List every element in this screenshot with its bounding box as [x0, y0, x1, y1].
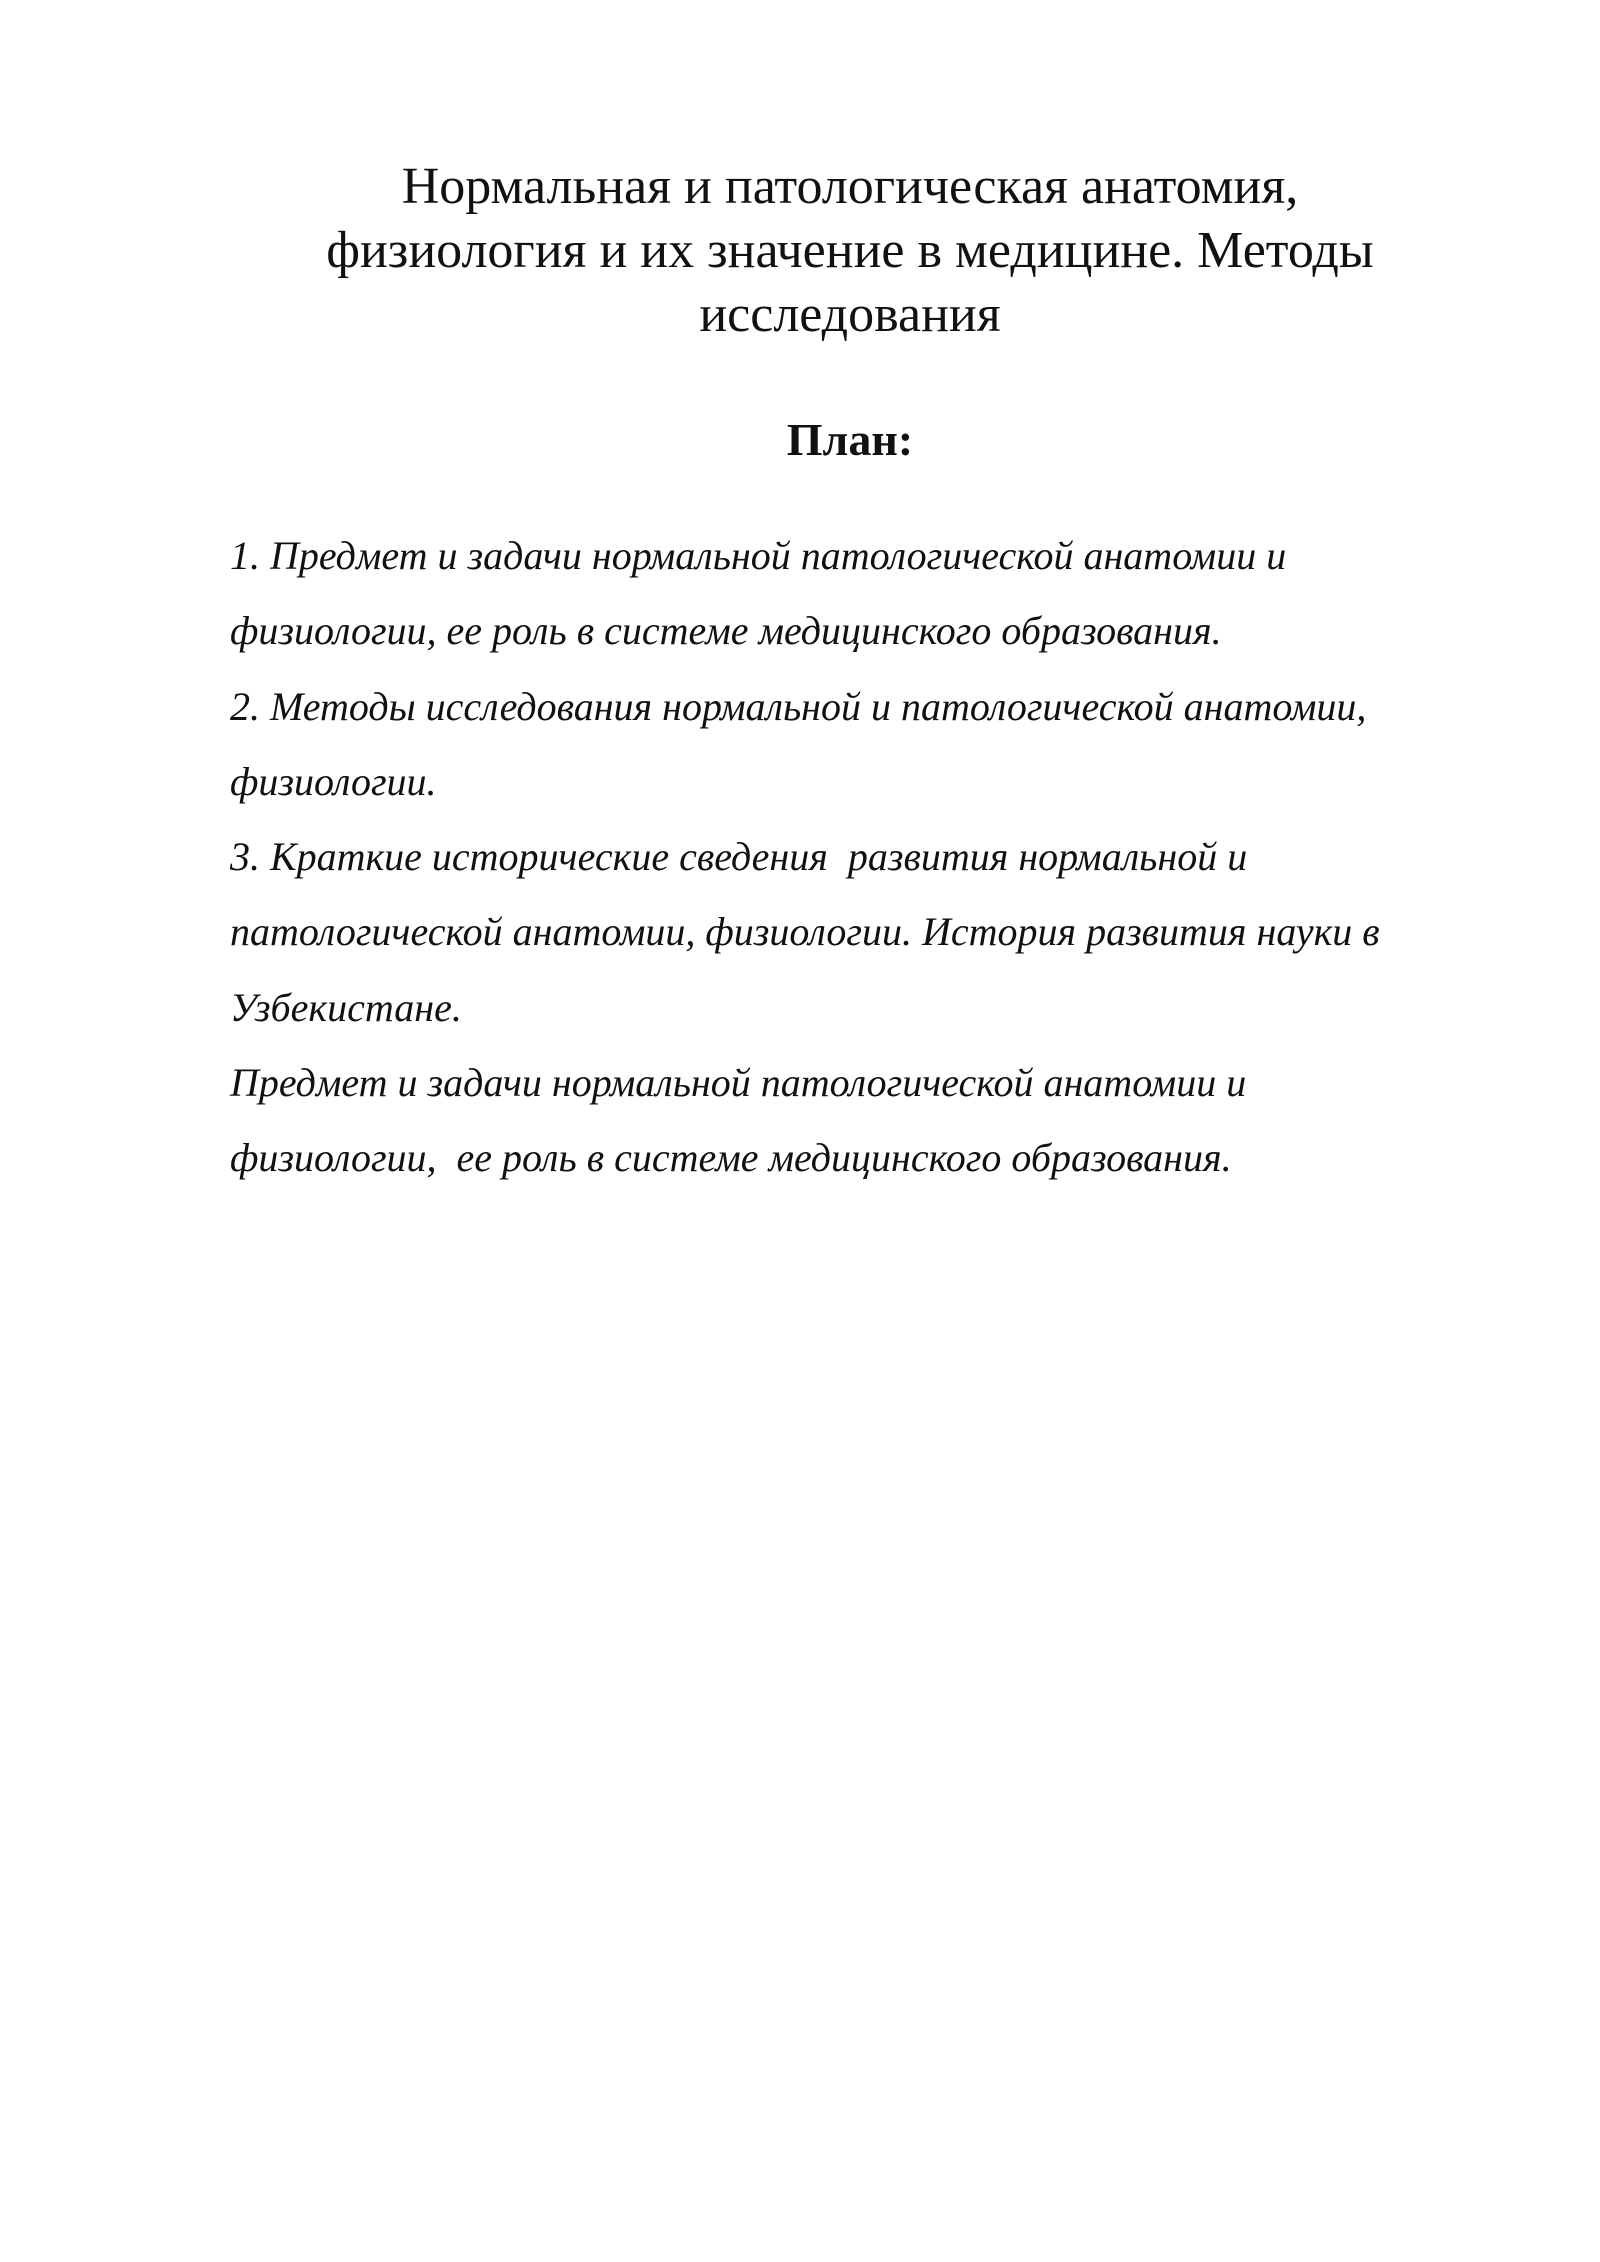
- title-line: исследования: [699, 286, 1001, 343]
- plan-list: [230, 518, 1530, 1196]
- section-intro-line-1: Предмет и задачи нормальной патологической анатомии и: [230, 1060, 1247, 1106]
- plan-heading: План:: [786, 414, 914, 465]
- plan-item-3-line-2: патологической анатомии, физиологии. История развития науки в: [230, 909, 1380, 955]
- document-title: [200, 155, 1500, 347]
- plan-item-3-line-1: 3. Краткие исторические сведения развития нормальной и: [230, 834, 1248, 880]
- title-line: Нормальная и патологическая анатомия,: [401, 158, 1299, 215]
- plan-item-1-line-1: 1. Предмет и задачи нормальной патологической анатомии и: [230, 533, 1287, 578]
- section-intro-line-2: физиологии, ее роль в системе медицинского образования.: [230, 1135, 1232, 1181]
- plan-item-1-line-2: физиологии, ее роль в системе медицинского образования.: [230, 608, 1222, 654]
- plan-item-2-line-2: физиологии.: [230, 758, 437, 804]
- title-line: физиология и их значение в медицине. Методы: [326, 222, 1374, 279]
- plan-item-2-line-1: 2. Методы исследования нормальной и патологической анатомии,: [230, 683, 1367, 729]
- plan-item-3-line-3: Узбекистане.: [230, 984, 462, 1030]
